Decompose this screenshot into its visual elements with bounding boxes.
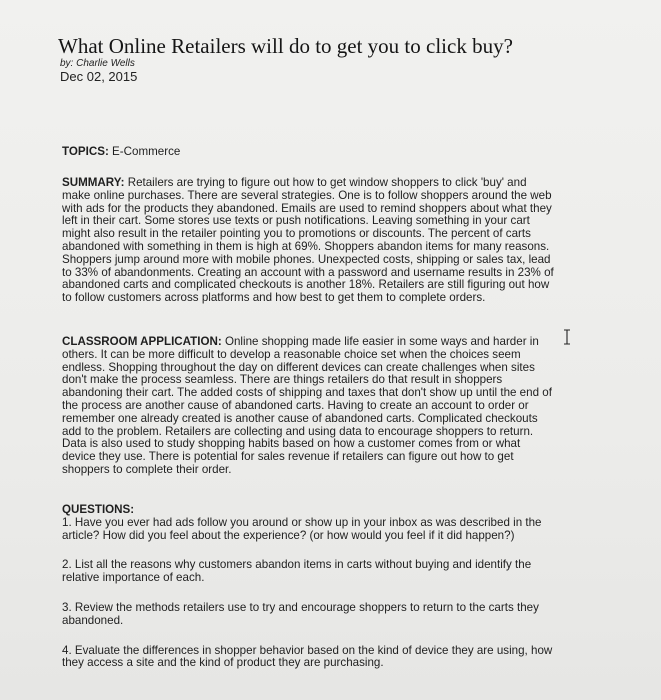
question-item bbox=[62, 602, 602, 628]
summary-line: abandoned carts and complicated checkouts is another 18%. Retailers are still figuring out how bbox=[62, 278, 550, 292]
summary-label: SUMMARY: bbox=[62, 176, 125, 189]
classroom-label: CLASSROOM APPLICATION: bbox=[62, 335, 222, 348]
question-item bbox=[62, 517, 602, 543]
question-line: 1. Have you ever had ads follow you around or show up in your inbox as was described in the bbox=[62, 515, 542, 529]
article-title: What Online Retailers will do to get you to click buy? bbox=[58, 34, 513, 58]
question-line: 4. Evaluate the differences in shopper behavior based on the kind of device they are using, how bbox=[62, 643, 553, 657]
question-line: 3. Review the methods retailers use to try and encourage shoppers to return to the carts they bbox=[62, 600, 539, 614]
classroom-line: others. It can be more difficult to develop a reasonable choice set when the choices seem bbox=[62, 347, 521, 361]
question-item bbox=[62, 559, 602, 585]
question-line: relative importance of each. bbox=[62, 571, 205, 585]
questions-label: QUESTIONS: bbox=[62, 503, 135, 516]
classroom-line: shoppers to complete their order. bbox=[62, 462, 232, 476]
topics-label: TOPICS: bbox=[62, 145, 109, 158]
questions-section bbox=[62, 504, 602, 687]
summary-line: might also result in the retailer pointing you to promotions or discounts. The percent of carts bbox=[62, 227, 531, 241]
summary-line: to follow customers across platforms and how best to get them to complete orders. bbox=[62, 291, 486, 305]
question-item bbox=[62, 645, 602, 671]
classroom-line: abandoning their cart. The added costs of shipping and taxes that don't show up until the end of bbox=[62, 386, 552, 400]
classroom-line: endless. Shopping throughout the day on different devices can create challenges when sites bbox=[62, 360, 535, 374]
summary-line: to 33% of abandonments. Creating an account with a password and username results in 23% of bbox=[62, 265, 554, 279]
classroom-section bbox=[62, 336, 602, 477]
classroom-line: remember one already created is another cause of abandoned carts. Complicated checkouts bbox=[62, 411, 538, 425]
summary-line: with ads for the products they abandoned. Emails are used to remind shoppers about what they bbox=[62, 201, 552, 215]
summary-line: abandoned with something in them is high at 69%. Shoppers abandon items for many reasons. bbox=[62, 239, 550, 253]
question-line: 2. List all the reasons why customers abandon items in carts without buying and identify the bbox=[62, 558, 532, 572]
classroom-line: device they use. There is potential for sales revenue if retailers can figure out how to get bbox=[62, 450, 514, 464]
classroom-line: add to the problem. Retailers are collecting and using data to encourage shoppers to return. bbox=[62, 424, 534, 438]
classroom-line: Online shopping made life easier in some ways and harder in bbox=[221, 335, 539, 348]
text-cursor-icon bbox=[562, 329, 572, 345]
classroom-line: Data is also used to study shopping habits based on how a customer comes from or what bbox=[62, 437, 521, 451]
summary-line: Retailers are trying to figure out how to get window shoppers to click 'buy' and bbox=[124, 176, 527, 189]
classroom-line: don't make the process seamless. There are things retailers do that result in shoppers bbox=[62, 373, 503, 387]
article-byline: by: Charlie Wells bbox=[60, 58, 135, 69]
classroom-line: the process are another cause of abandoned carts. Having to create an account to order or bbox=[62, 398, 529, 412]
question-line: article? How did you feel about the experience? (or how would you feel if it did happen?) bbox=[62, 528, 515, 542]
question-line: they access a site and the kind of product they are purchasing. bbox=[62, 656, 384, 670]
summary-line: Shoppers jump around more with mobile phones. Unexpected costs, shipping or sales tax, lead bbox=[62, 252, 551, 266]
summary-section bbox=[62, 177, 602, 305]
topics-section bbox=[62, 146, 602, 159]
question-line: abandoned. bbox=[62, 613, 124, 627]
summary-line: left in their cart. Some stores use texts or push notifications. Leaving something in your cart bbox=[62, 214, 530, 228]
topics-value: E-Commerce bbox=[108, 145, 181, 158]
article-date: Dec 02, 2015 bbox=[60, 69, 138, 84]
summary-line: make online purchases. There are several strategies. One is to follow shoppers around the web bbox=[62, 188, 552, 202]
